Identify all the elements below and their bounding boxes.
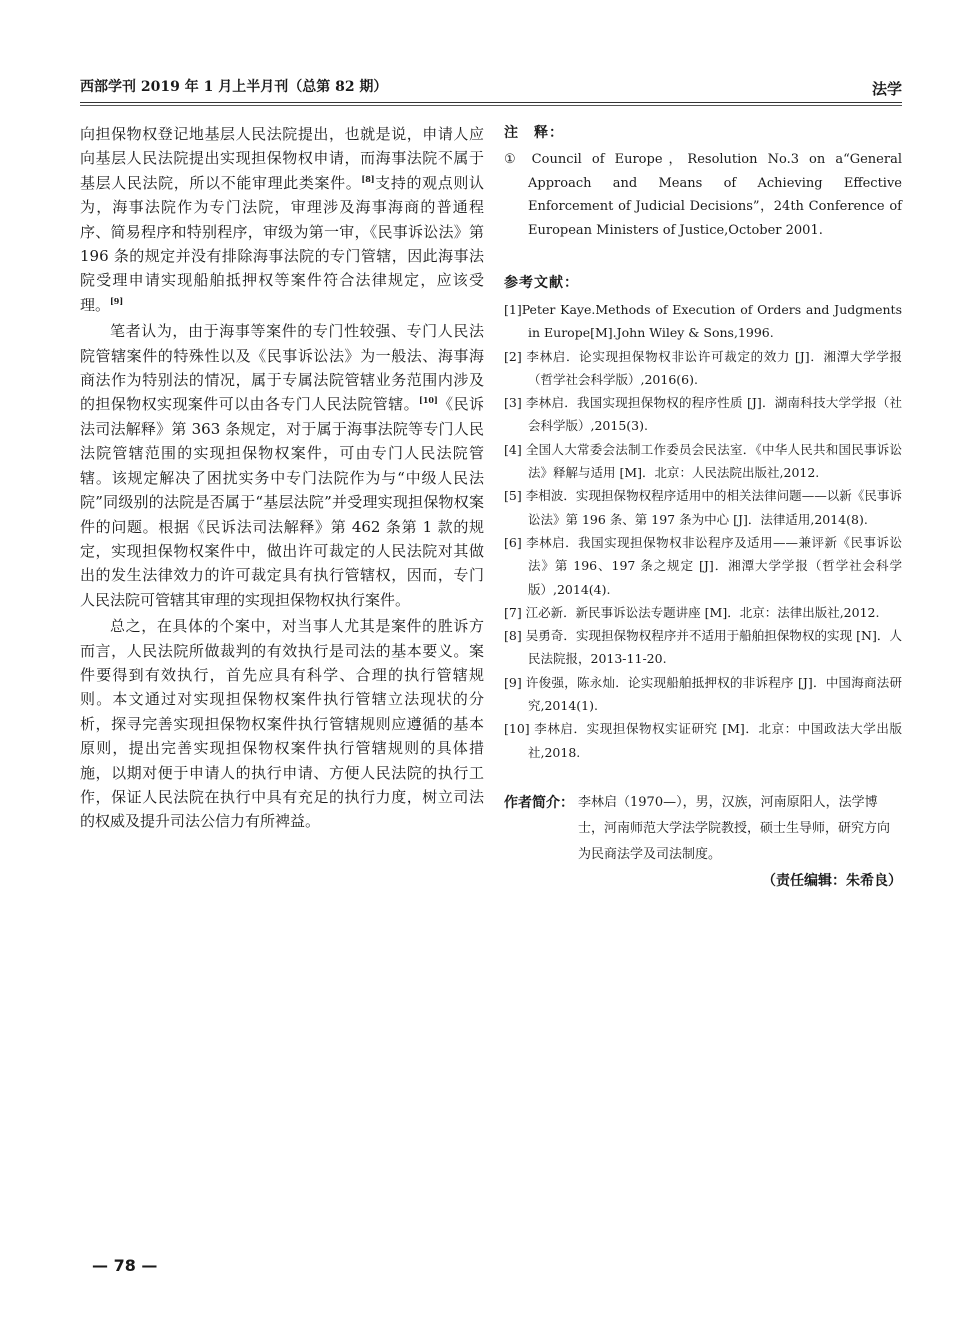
- author-label: 作者简介：: [504, 794, 574, 811]
- author-bio: [504, 790, 902, 868]
- citation-8: [8]: [361, 173, 375, 184]
- reference-item: [4] 全国人大常委会法制工作委员会民法室．《中华人民共和国民事诉讼法》释解与适用 [M]．北京：人民法院出版社,2012.: [504, 441, 902, 481]
- body-paragraph-2: [80, 319, 484, 612]
- reference-item: [2] 李林启．论实现担保物权非讼许可裁定的效力 [J]．湘潭大学学报（哲学社会科学版）,2016(6).: [504, 348, 902, 387]
- header-rule-thin: [80, 105, 902, 106]
- reference-item: [9] 许俊强，陈永灿．论实现船舶抵押权的非诉程序 [J]．中国海商法研究,2014(1).: [504, 674, 902, 714]
- reference-item: [10] 李林启．实现担保物权实证研究 [M]．北京：中国政法大学出版社,2018.: [504, 721, 902, 760]
- header-rule: [80, 102, 902, 103]
- section-name: 法学: [871, 80, 902, 98]
- main-text-column: [80, 122, 484, 834]
- reference-item: [5] 李相波．实现担保物权程序适用中的相关法律问题——以新《民事诉讼法》第 196 条、第 197 条为中心 [J]．法律适用,2014(8).: [504, 488, 902, 527]
- note-item: ① Council of Europe，Resolution No.3 on a“General Approach and Means of Achieving Effective Enforcement of Judicial Decisions”，24th Conference of European Ministers of Justice,October 2001.: [504, 152, 902, 238]
- reference-item: [1]Peter Kaye.Methods of Execution of Orders and Judgments in Europe[M].John Wiley & Sons,1996.: [504, 302, 902, 341]
- p1-text-b: 支持的观点则认为，海事法院作为专门法院，审理涉及海事海商的普通程序、简易程序和特别程序，审级为第一审，《民事诉讼法》第 196 条的规定并没有排除海事法院的专门管辖，因此海事法院受理申请实现船舶抵押权等案件符合法律规定，应该受理。: [80, 173, 484, 314]
- body-paragraph-3: 总之，在具体的个案中，对当事人尤其是案件的胜诉方而言，人民法院所做裁判的有效执行是司法的基本要义。案件要得到有效执行，首先应具有科学、合理的执行管辖规则。本文通过对实现担保物权案件执行管辖立法现状的分析，探寻完善实现担保物权案件执行管辖规则应遵循的基本原则，提出完善实现担保物权案件执行管辖规则的具体措施，以期对便于申请人的执行申请、方便人民法院的执行工作，保证人民法院在执行中具有充足的执行力度，树立司法的权威及提升司法公信力有所裨益。: [80, 617, 484, 831]
- journal-info: 西部学刊 2019 年 1 月上半月刊（总第 82 期）: [80, 79, 388, 95]
- p2-text-b: 《民诉法司法解释》第 363 条规定，对于属于海事法院等专门人民法院管辖范围的实现担保物权案件，可由专门人民法院管辖。该规定解决了困扰实务中专门法院作为与“中级人民法院”同级别的法院是否属于“基层法院”并受理实现担保物权案件的问题。根据《民诉法司法解释》第 462 条第 1 款的规定，实现担保物权案件中，做出许可裁定的人民法院对其做出的发生法律效力的许可裁定具有执行管辖权，因而，专门人民法院可管辖其审理的实现担保物权执行案件。: [80, 395, 484, 609]
- reference-item: [8] 吴勇奇．实现担保物权程序并不适用于船舶担保物权的实现 [N]．人民法院报，2013-11-20.: [504, 628, 902, 667]
- body-paragraph-1: [80, 122, 484, 317]
- author-text: 李林启（1970—），男，汉族，河南原阳人，法学博士，河南师范大学法学院教授，硕士生导师，研究方向为民商法学及司法制度。: [578, 794, 891, 862]
- reference-item: [7] 江必新．新民事诉讼法专题讲座 [M]．北京：法律出版社,2012.: [504, 604, 880, 620]
- citation-10: [10]: [419, 395, 438, 406]
- p2-text-a: 笔者认为，由于海事等案件的专门性较强、专门人民法院管辖案件的特殊性以及《民事诉讼法》为一般法、海事海商法作为特别法的情况，属于专属法院管辖业务范围内涉及的担保物权实现案件可以由各专门人民法院管辖。: [80, 322, 484, 414]
- references-title: 参考文献：: [504, 275, 579, 291]
- notes-title: 注 释：: [504, 125, 564, 141]
- citation-9: [9]: [110, 295, 124, 306]
- reference-item: [6] 李林启．我国实现担保物权非讼程序及适用——兼评新《民事诉讼法》第 196、197 条之规定 [J]．湘潭大学学报（哲学社会科学版）,2014(4).: [504, 534, 902, 597]
- notes-column: [504, 122, 902, 890]
- page-number: — 78 —: [92, 1256, 158, 1275]
- reference-item: [3] 李林启．我国实现担保物权的程序性质 [J]．湖南科技大学学报（社会科学版）,2015(3).: [504, 395, 902, 434]
- p1-text-a: 向担保物权登记地基层人民法院提出，也就是说，申请人应向基层人民法院提出实现担保物权申请，而海事法院不属于基层人民法院，所以不能审理此类案件。: [80, 125, 484, 192]
- running-header: [80, 72, 902, 100]
- responsible-editor: （责任编辑：朱希良）: [762, 872, 902, 889]
